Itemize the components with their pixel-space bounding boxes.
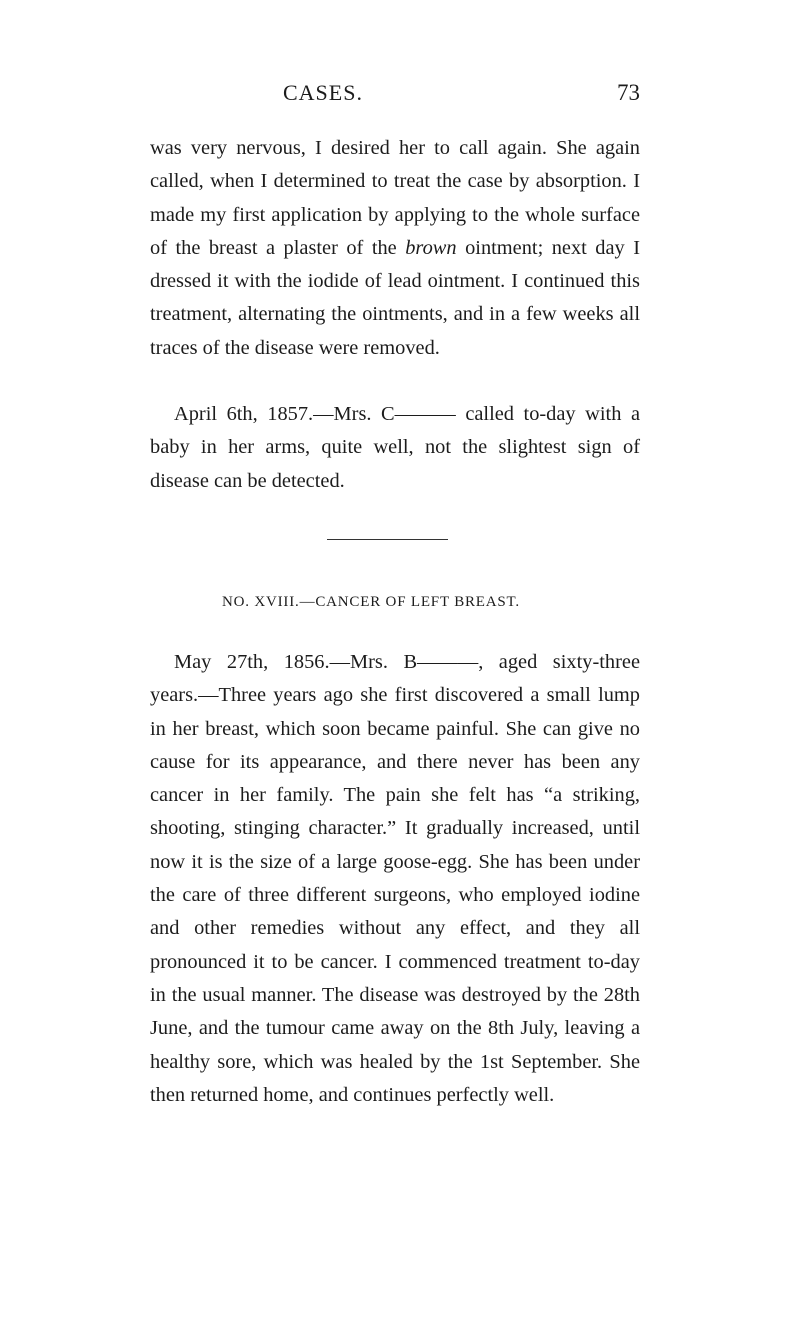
running-head	[150, 80, 640, 114]
paragraph-three-text: May 27th, 1856.—Mrs. B———, aged sixty-three years.—Three years ago she first discovered a small lump in her breast, which soon became painful. She can give no cause for its appearance, and there never has been any cancer in her family. The pain she felt has “a striking, shooting, stinging character.” It gradually increased, until now it is the size of a large goose-egg. She has been under the care of three different surgeons, who employed iodine and other remedies without any effect, and they all pronounced it to be cancer. I commenced treatment to-day in the usual manner. The disease was destroyed by the 28th June, and the tumour came away on the 8th July, leaving a healthy sore, which was healed by the 1st September. She then returned home, and continues perfectly well.	[150, 651, 640, 1106]
paragraph-one	[150, 132, 640, 365]
case-heading: NO. XVIII.—CANCER OF LEFT BREAST.	[222, 594, 520, 610]
section-divider	[327, 539, 448, 540]
paragraph-two	[150, 398, 640, 498]
paragraph-three	[150, 646, 640, 1112]
paragraph-one-text: was very nervous, I desired her to call again. She again called, when I determined to treat the case by absorption. I made my first application by applying to the whole surface of the breast a plaster of the	[150, 137, 640, 259]
page-number: 73	[617, 80, 640, 105]
running-title: CASES.	[283, 80, 363, 105]
italic-word: brown	[405, 236, 457, 259]
paragraph-two-text: April 6th, 1857.—Mrs. C——— called to-day with a baby in her arms, quite well, not the slightest sign of disease can be detected.	[150, 403, 640, 492]
paragraph-one-tail: ointment; next day I dressed it with the iodide of lead ointment. I continued this treatment, alternating the ointments, and in a few weeks all traces of the disease were removed.	[150, 236, 640, 359]
